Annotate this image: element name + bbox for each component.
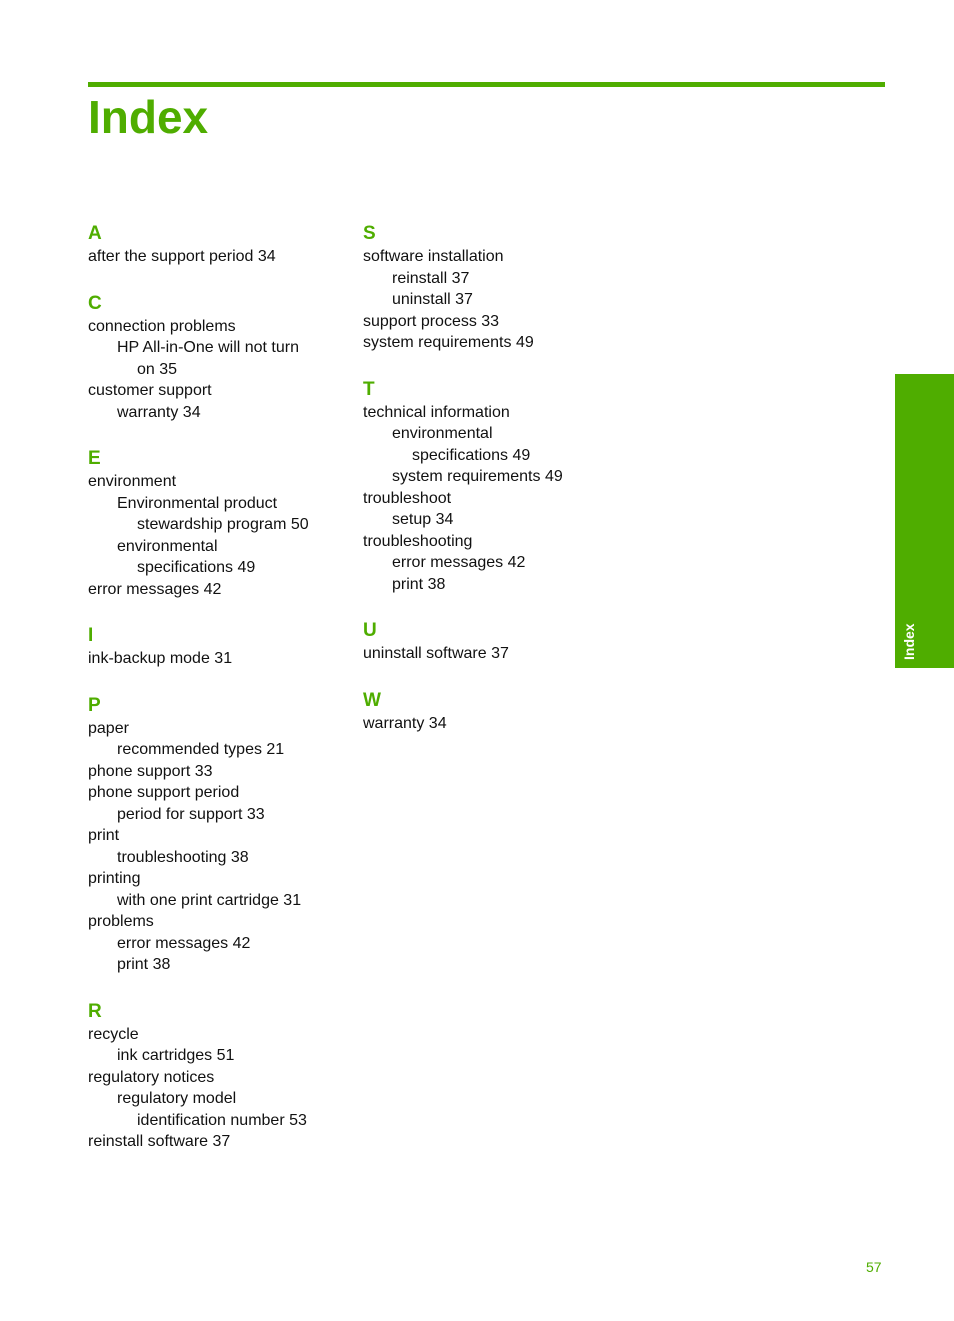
index-section-u: [363, 619, 623, 665]
entry-text: printing: [88, 870, 141, 887]
entry-text: warranty 34: [117, 403, 201, 421]
index-subentry: [363, 268, 623, 290]
entry-text: phone support 33: [88, 762, 213, 780]
index-subentry: [88, 337, 348, 380]
index-subentry: [363, 574, 623, 596]
index-entry: [88, 868, 348, 890]
entry-text: system requirements 49: [392, 468, 563, 485]
section-letter: T: [363, 378, 375, 400]
index-entry: [363, 402, 623, 424]
entry-text: phone support period: [88, 784, 240, 801]
entry-text: system requirements 49: [363, 334, 534, 351]
entry-text: with one print cartridge 31: [117, 891, 302, 909]
entry-text: Environmental product: [117, 494, 278, 512]
index-entry: [363, 531, 623, 553]
index-entry: [363, 311, 623, 333]
entry-text: print 38: [392, 575, 446, 593]
entry-text: paper: [88, 719, 129, 737]
entry-text: ink-backup mode 31: [88, 650, 233, 667]
entry-text: support process 33: [363, 312, 500, 330]
index-entry: [88, 380, 348, 402]
entry-continuation: on 35: [137, 360, 178, 378]
entry-text: ink cartridges 51: [117, 1047, 235, 1064]
entry-text: recycle: [88, 1025, 139, 1043]
side-tab-label: Index: [901, 623, 917, 660]
index-subentry: [88, 402, 348, 424]
entry-text: after the support period 34: [88, 248, 276, 265]
section-letter: I: [88, 625, 94, 646]
section-letter: A: [88, 223, 102, 244]
entry-text: error messages 42: [117, 934, 251, 952]
index-entry: [88, 825, 348, 847]
index-entry: [88, 1024, 348, 1046]
index-entry: [88, 579, 348, 601]
index-section-s: [363, 222, 623, 354]
index-section-t: [363, 378, 623, 596]
index-subentry: [88, 847, 348, 869]
index-entry: [363, 488, 623, 510]
section-letter: U: [363, 620, 377, 641]
entry-text: connection problems: [88, 317, 236, 335]
index-subentry: [88, 536, 348, 579]
index-subentry: [88, 739, 348, 761]
index-entry: [88, 718, 348, 740]
index-section-e: [88, 447, 348, 600]
index-entry: [363, 332, 623, 354]
index-subentry: [363, 466, 623, 488]
entry-text: print 38: [117, 956, 171, 973]
entry-text: uninstall 37: [392, 291, 473, 308]
index-subentry: [363, 423, 623, 466]
entry-text: regulatory notices: [88, 1068, 215, 1086]
index-section-r: [88, 1000, 348, 1153]
section-letter: W: [363, 689, 381, 711]
entry-continuation: identification number 53: [137, 1111, 307, 1129]
index-entry: [363, 246, 623, 268]
section-letter: S: [363, 223, 376, 244]
entry-text: environment: [88, 473, 177, 490]
entry-text: error messages 42: [88, 580, 222, 598]
index-subentry: [88, 933, 348, 955]
index-entry: [88, 246, 348, 268]
section-letter: R: [88, 1000, 102, 1022]
entry-text: warranty 34: [363, 714, 447, 732]
index-entry: [88, 1067, 348, 1089]
title-rule: [88, 82, 885, 87]
entry-text: technical information: [363, 403, 510, 421]
index-entry: [88, 761, 348, 783]
entry-text: print: [88, 827, 120, 844]
index-entry: [88, 911, 348, 933]
entry-text: uninstall software 37: [363, 645, 509, 662]
section-letter: E: [88, 448, 101, 469]
entry-text: problems: [88, 913, 154, 930]
entry-text: recommended types 21: [117, 741, 285, 758]
index-entry: [88, 316, 348, 338]
index-section-a: [88, 222, 348, 268]
index-subentry: [363, 552, 623, 574]
page-number: 57: [866, 1259, 882, 1275]
entry-text: environmental: [392, 425, 493, 442]
entry-text: error messages 42: [392, 554, 526, 571]
index-entry: [88, 1131, 348, 1153]
index-subentry: [88, 1045, 348, 1067]
entry-text: environmental: [117, 537, 218, 555]
index-subentry: [363, 289, 623, 311]
section-letter: C: [88, 292, 102, 314]
entry-text: software installation: [363, 248, 504, 265]
entry-text: troubleshoot: [363, 489, 452, 507]
entry-text: setup 34: [392, 511, 454, 528]
index-entry: [88, 782, 348, 804]
entry-continuation: specifications 49: [412, 446, 531, 464]
entry-text: HP All-in-One will not turn: [117, 339, 299, 356]
index-subentry: [88, 954, 348, 976]
entry-text: reinstall 37: [392, 269, 470, 287]
index-entry: [88, 471, 348, 493]
section-letter: P: [88, 694, 101, 716]
index-section-w: [363, 689, 623, 735]
index-subentry: [88, 890, 348, 912]
entry-text: troubleshooting: [363, 532, 473, 550]
entry-text: reinstall software 37: [88, 1133, 231, 1150]
entry-text: troubleshooting 38: [117, 848, 249, 866]
entry-text: customer support: [88, 382, 212, 399]
page-title: Index: [88, 91, 209, 143]
index-entry: [88, 648, 348, 670]
index-subentry: [88, 493, 348, 536]
entry-continuation: stewardship program 50: [137, 516, 309, 533]
entry-continuation: specifications 49: [137, 559, 256, 576]
entry-text: regulatory model: [117, 1090, 237, 1107]
index-entry: [363, 713, 623, 735]
index-section-p: [88, 694, 348, 976]
index-subentry: [88, 1088, 348, 1131]
entry-text: period for support 33: [117, 805, 265, 823]
index-section-c: [88, 292, 348, 424]
index-column-right: [363, 222, 623, 758]
index-section-i: [88, 624, 348, 670]
index-subentry: [88, 804, 348, 826]
index-subentry: [363, 509, 623, 531]
index-entry: [363, 643, 623, 665]
index-column-left: [88, 222, 348, 1177]
